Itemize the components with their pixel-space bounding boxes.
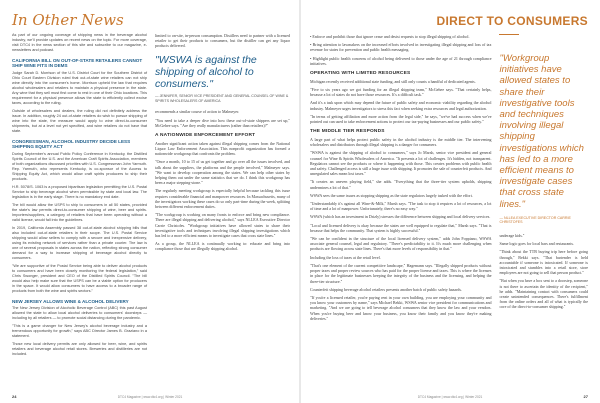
section-heading: A NATIONWIDE ENFORCEMENT EFFORT	[155, 132, 256, 138]
body-paragraph: "Once a month, 10 to 15 of us get together and go over all the issues involved, and talk about the suppliers, the platforms and the people involved," Malmeyer says. "We want to develop cooperation among the states. We can help other states by helping them out under the same statistics that we do. I think this workgroup has been a major stepping-stone."	[155, 159, 290, 186]
body-paragraph: underage kids."	[499, 233, 525, 239]
body-paragraph: As part of our ongoing coverage of shipping news in the beverage alcohol industry, we'll provide updates on recent news on the topic. For more coverage, visit DTC4 in the news section of this site and subscribe to our magazine, e-newsletters and podcast.	[12, 32, 147, 52]
footer-left: DTC4 Magazine | www.dtc4.org | Winter 2021	[117, 395, 183, 399]
body-paragraph: Counterfeit shipping beverage alcohol retailers presents another batch of public safety hazards.	[310, 286, 462, 292]
page-number: 27	[583, 394, 588, 399]
section-heading: CALIFORNIA BILL ON OUT-OF-STATE RETAILERS CANNOT SHIP WINE FITS IN DEMS	[12, 57, 143, 69]
left-column-1	[12, 33, 147, 361]
body-paragraph: A large part of what helps protect public safety in the alcohol industry is the middle tier. The intervening wholesalers and distributors through illegal shipping is a danger for consumers.	[310, 137, 492, 148]
body-paragraph: • Enforce and prohibit those that ignore cease and desist requests to stop illegal shipping of alcohol.	[310, 34, 470, 39]
page-number: 24	[12, 394, 17, 399]
body-paragraph: The regularly meeting workgroup is especially helpful because tackling this issue requires considerable financial and manpower resources. In Massachusetts, many of the investigators working these cases do so only part-time during the week, splitting between different enforcement duties.	[155, 188, 290, 209]
right-column-2-text	[499, 233, 588, 310]
right-column-1	[310, 34, 491, 324]
right-columns	[310, 34, 588, 324]
body-paragraph: In 2019, California Assembly passed 38 out-of-state alcohol shipping bills that also included out-of-state retailers in their scope. The U.S. Postal Service shipping would allow sellers to comply with a secure and inexpensive delivery, using its existing network of services rather than a private courier. The law is one of several proposals in states across the nation, reflecting strong consumer demand for a way to increase shipping of beverage alcohol directly to consumers.	[12, 225, 147, 260]
section-heading: CONGRESSMAN, ALCOHOL INDUSTRY DECIDE LESS SHIPPING EQUITY ACT	[12, 138, 131, 150]
pull-quote: "WSWA is against the shipping of alcohol to consumers."	[155, 54, 257, 91]
pull-quote-attribution: — JENNIFER, SENIOR VICE PRESIDENT AND GENERAL COUNSEL OF WINE & SPIRITS WHOLESALERS OF AMERICA	[155, 94, 289, 103]
body-paragraph: "If you're a licensed retailer, you're paying rent in your own building, you are employing your community and you know your customers by name," says Michael Bekki, WSWA senior vice president for communications and marketing. "And we are going to tell beverage alcohol consumers that they know the law and your vendors. When you're buying beer and know your business, you know their family and you know they're making deliveries."	[310, 294, 492, 321]
left-column-2-bottom	[155, 109, 290, 251]
accent-rule	[499, 34, 519, 35]
section-heading: OPERATING WITH LIMITED RESOURCES	[310, 71, 411, 77]
body-paragraph: WSWA (which has an investment in Drizly) stresses the difference between shipping and local delivery services.	[310, 214, 491, 220]
body-paragraph: And it's a task upon which may depend the future of public safety and economic viability regarding the alcohol industry. Malmeyer urges investigators to stress this fact when seeking extra resources and legal authorization.	[310, 100, 492, 111]
body-paragraph: recommends a similar course of action to Malmeyer.	[155, 109, 240, 115]
side-quote: "Workgroup initiatives have allowed states to share their investigative tools and techniques involving illegal shipping investigations which has led to a more efficient means to investigate cases that cross state lines."	[499, 53, 584, 210]
body-paragraph: "That's one element of the current competitive landscape," Hagemann says. "Illegally shipped products without proper taxes and proper review sources who has paid for the proper license and taxes. This is where the licenses in place for the legitimate businesses keeping the integrity of the business and the licensing, and helping the three-tier structure."	[310, 262, 492, 284]
body-paragraph: "We are supportive of the Postal Service being able to deliver alcohol products to consumers and have been closely monitoring the federal legislation," said Chris Swonger, president and CEO of the Distilled Spirits Council. "The bill would also help make sure that the USPS can be a viable option for producers in the space. It would allow consumers to have access to a broader range of products from both the wine and spirits sectors."	[12, 263, 147, 293]
section-kicker-right: DIRECT TO CONSUMERS	[436, 14, 588, 28]
body-paragraph: • Bring attention to lawmakers on the increased efforts involved in investigating illegal shipping and loss of tax revenue for states for prevention and public health messaging.	[310, 42, 492, 53]
section-heading: NEW JERSEY ALLOWS WINE & ALCOHOL DELIVERY	[12, 298, 129, 304]
right-column-2	[499, 34, 588, 324]
body-paragraph: The New Jersey Division of Alcoholic Beverage Control (ABC) this past August allowed the state to allow local alcohol deliveries to consumers' doorsteps — including by all retailers — to promote social distancing during the pandemic.	[12, 306, 147, 321]
right-page	[300, 0, 600, 403]
body-paragraph: "This is a game changer for New Jersey's alcohol beverage industry and a tremendous opportunity for growth," says ABC Director James B. Graziano in a statement.	[12, 324, 147, 339]
body-paragraph: "Understandably it's against all Wine-&-Milk," Marsh says. "The task to stop it requires a lot of resources, a lot of time and a lot of manpower. Unfortunately, there's no easy way."	[310, 201, 492, 212]
body-paragraph: limited to on-site, in-person consumption. Distillers need to partner with a licensed retailer to get their products to consumers, but the distiller can get any liquor products delivered.	[155, 32, 290, 48]
body-paragraph: "WSWA is against the shipping of alcohol to consumers," says Jo Marsh, senior vice president and general counsel for Wine & Spirits Wholesalers of America. "It presents a lot of challenges. It's hidden, not transparent. Regulators cannot see the products or where it happening with those. This creates problems with public health and safety. Challenged access is still a huge issue with shipping. It promotes the sale of counterfeit products. And unregulated sales mean lost taxes."	[310, 150, 492, 177]
body-paragraph: Same logic goes for local bars and restaurants.	[499, 241, 574, 247]
body-paragraph: "Think about the TTB buying trip here before going through," Bekki says. "That bartender is held accountable if someone is intoxicated. If someone is intoxicated and stumbles into a retail store, store employees are not going to sell that person product."	[499, 249, 588, 276]
body-paragraph: During September's annual Public Policy Conference in Kentucky, the Distilled Spirits Council of the U.S. and the American Craft Spirits Association, members of both organizations discussed priorities with U.S. Congressman John Yarmuth. Rep. Yarmuth, who represents Kentucky, is co-sponsor of the Access to Shipping Equity Act, which would allow craft spirits producers to ship their products.	[12, 151, 147, 181]
body-paragraph: H.R. 5078/S. 1063 is a proposed bipartisan legislation permitting the U.S. Postal Service to ship beverage alcohol when permissible by state and local law. The legislation is in the early stage. There is no mandatory end date.	[12, 184, 147, 199]
body-paragraph: Michigan recently received additional state funding, and still only counts a handful of dedicated agents.	[310, 78, 476, 84]
body-paragraph: "It creates an uneven playing field," she adds. "Everything that the three-tier system upholds, shipping undermines a lot of that."	[310, 179, 492, 190]
body-paragraph: "In terms of getting affiliation and more action from the legal side," he says, "we've had success when we've pointed out can used to take enforcement actions to protect our tax-paying businesses and our public safety."	[310, 113, 492, 125]
body-paragraph: WSWA sees the same issues as stopping shipping as the state regulators largely tasked with the effort.	[310, 192, 473, 198]
left-columns	[12, 33, 290, 361]
footer-right: DTC4 Magazine | www.dtc4.org | Winter 2021	[417, 395, 483, 399]
section-heading: THE MIDDLE TIER RESPONDS	[310, 129, 385, 135]
body-paragraph: "The workgroup is working on many fronts to enforce and bring new compliance. There are illegal shipping and delivering alcohol," says NLLEA Executive Director Carrie Christofes. "Workgroup initiatives have allowed states to share their investigative tools and techniques involving illegal shipping investigations which has led to a more efficient means to investigate cases that cross state lines."	[155, 212, 290, 238]
body-paragraph: Outside of wholesalers and dealers, the ruling did not definitely address the issue. In addition, roughly 24 out-of-state retailers do wish to pursue shipping of wine into the state, the measure would apply to wine direct-to-consumer shipments, but at a level not yet specified, and wine retailers do not have that state.	[12, 108, 147, 133]
body-paragraph: "We can be confident in the structure of the local licensed delivery system," adds John Foppiano, WSWA associate general counsel, legal and regulatory. "There's predictability to it. It's much more challenging when products are flowing across state lines. There's that more levels of responsibility in that."	[310, 236, 492, 252]
body-paragraph: Another significant action taken against illegal shipping comes from the National Liquor Law Enforcement Association. This nonprofit organization has formed a nationwide workgroup that confronts the problem.	[155, 140, 290, 157]
body-paragraph: "But when you have a box sent to a doorstep, someone is not there to ascertain the identity of the recipient," he adds. "Maintaining contact with consumers could create unintended consequences. There's fulfillment from the online orders and all of what is typically the core of the direct-to-consumer shipping."	[499, 278, 588, 310]
body-paragraph: "You need to take a deeper dive into how these out-of-state shippers are set up," McGehee says. "Are they really manufacturers (rather than retailers)?"	[155, 117, 290, 128]
body-paragraph: "Local and licensed delivery is okay because the states are well equipped to regulate that," Marsh says. "That is because that helps the community. That system is highly successful."	[310, 222, 492, 233]
body-paragraph: Including the loss of taxes at the retail level.	[310, 254, 381, 260]
left-column-2	[155, 33, 290, 361]
body-paragraph: • Highlight public health concerns of alcohol being delivered to those under the age of 21 through compliance initiatives.	[310, 55, 492, 66]
body-paragraph: Judge Sarah D. Morrison of the U.S. District Court for the Southern District of Ohio Court Eastern Division ruled that out-of-state wine retailers can not ship wine directly into the consumer's home. Morrison upheld the law that requires alcohol wholesalers and retailers to maintain a physical presence in the state. Any wine that they sell must first come to rest in one of their Ohio locations. This requirement for a physical presence allows the state to efficiently collect excise taxes, according to the ruling.	[12, 70, 147, 105]
left-column-2-top	[155, 33, 290, 49]
body-paragraph: As a group, the NLLEA is continually working to: educate and bring into compliance those that are illegally shipping alcohol.	[155, 241, 290, 252]
side-quote-attribution: — NLLEA EXECUTIVE DIRECTOR CARRIE CHRISTOFES	[499, 215, 571, 225]
section-kicker: In Other News	[12, 11, 124, 29]
body-paragraph: Those new local delivery permits are only allowed for beer, wine, and spirits retailers and beverage alcohol retail stores. Breweries and distilleries are not included.	[12, 342, 147, 357]
body-paragraph: "Five to six years ago we got funding for an illegal shipping team," McGehee says. "That certainly helps, because a lot of states do not have those resources. It's a difficult task."	[310, 87, 492, 98]
body-paragraph: The bill would allow the USPS to ship to consumers in all 50 states, provided the state's law permits direct-to-consumer shipping of wine, beer and spirits. Importers/suppliers, a category of retailers that have been operating without a valid license, would fall into the guidelines.	[12, 202, 147, 222]
